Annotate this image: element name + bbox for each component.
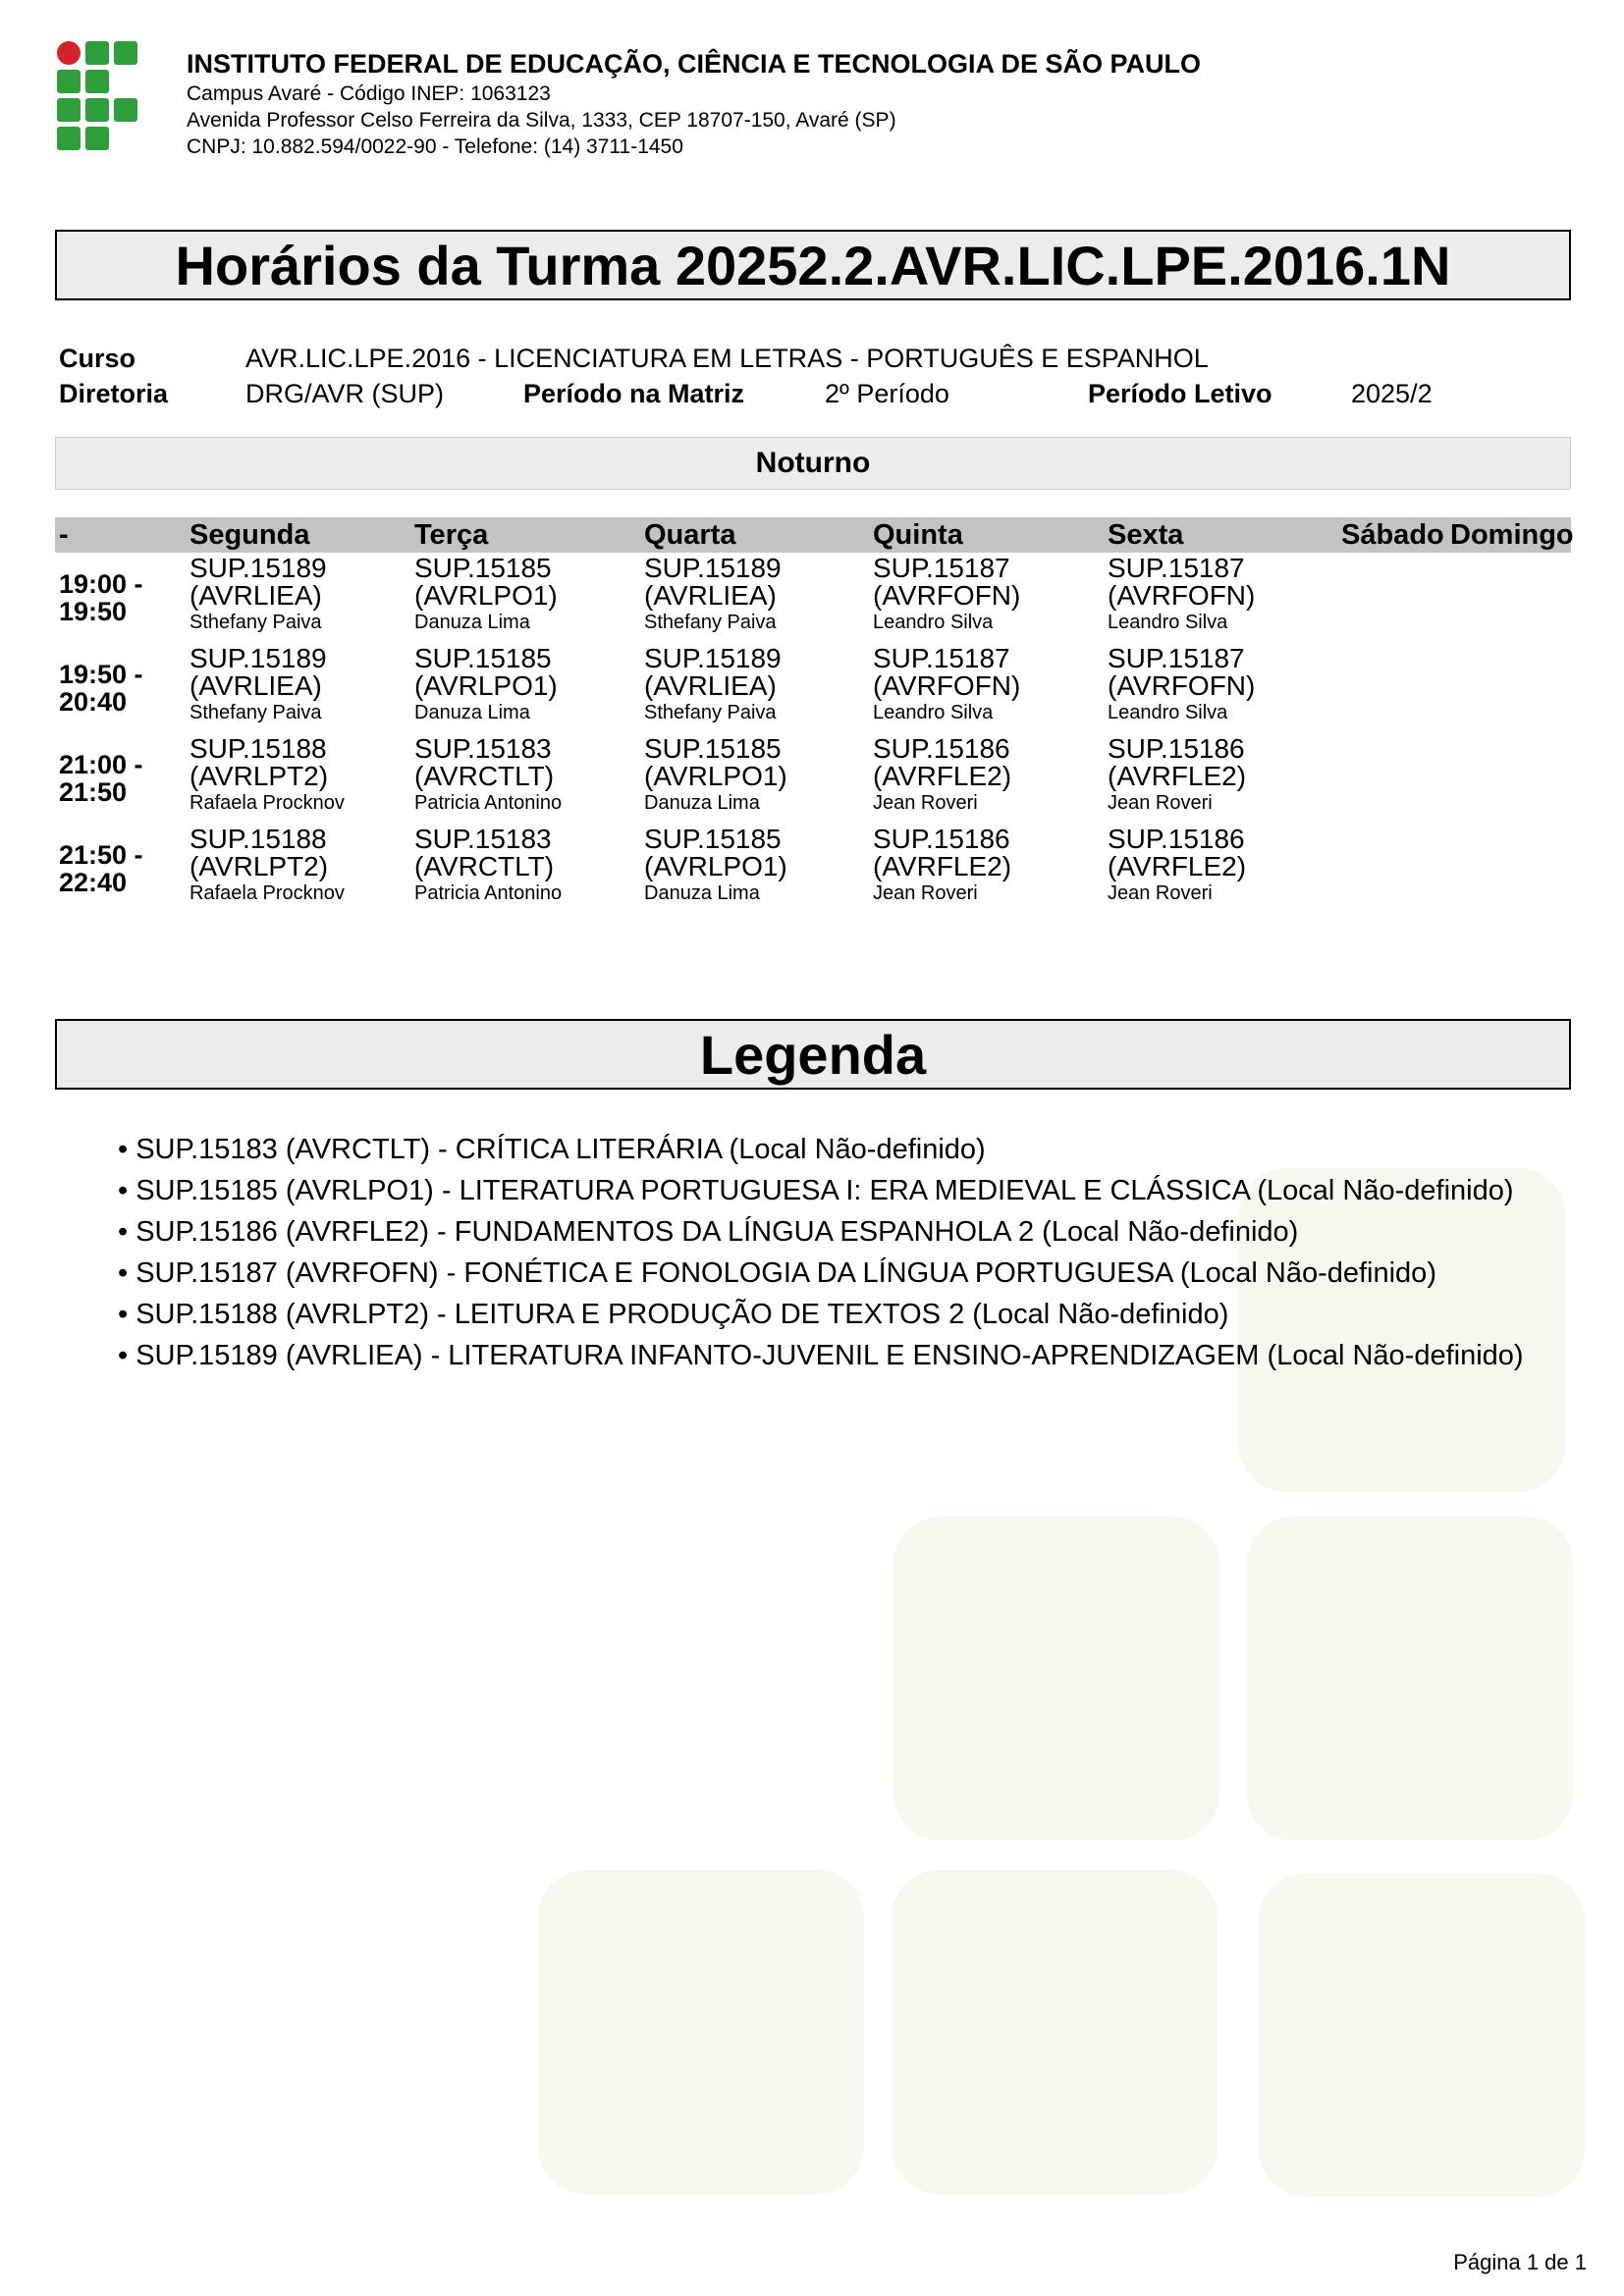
- professor-name: Leandro Silva: [873, 612, 994, 633]
- class-entry: [414, 555, 640, 635]
- class-code: SUP.15187: [873, 643, 1010, 673]
- class-code: SUP.15189: [644, 553, 782, 583]
- class-acronym: (AVRFOFN): [1108, 670, 1256, 701]
- slot-end: 19:50: [59, 597, 128, 626]
- class-acronym: (AVRLIEA): [644, 580, 777, 611]
- professor-name: Rafaela Procknov: [189, 882, 345, 904]
- legend-item: • SUP.15186 (AVRFLE2) - FUNDAMENTOS DA LÍNGUA ESPANHOLA 2 (Local Não-definido): [118, 1211, 1524, 1253]
- class-acronym: (AVRFLE2): [873, 761, 1012, 791]
- class-entry: [644, 826, 870, 906]
- page-title: Horários da Turma 20252.2.AVR.LIC.LPE.2016.1N: [55, 230, 1571, 300]
- watermark-tile: [538, 1870, 864, 2194]
- class-acronym: (AVRLPO1): [644, 851, 787, 881]
- class-acronym: (AVRLIEA): [644, 670, 777, 701]
- page-number: Página 1 de 1: [1453, 2250, 1587, 2274]
- time-slot: [59, 751, 143, 806]
- watermark-tile: [1247, 1517, 1573, 1841]
- professor-name: Danuza Lima: [414, 702, 530, 723]
- schedule-header-row: [55, 517, 1574, 553]
- professor-name: Jean Roveri: [1108, 882, 1213, 904]
- slot-start: 21:00 -: [59, 750, 143, 779]
- professor-name: Rafaela Procknov: [189, 792, 345, 814]
- class-acronym: (AVRLIEA): [189, 670, 322, 701]
- professor-name: Jean Roveri: [1108, 792, 1213, 814]
- time-slot: [59, 661, 143, 716]
- professor-name: Jean Roveri: [873, 792, 978, 814]
- time-slot: [59, 841, 143, 896]
- periodo-letivo-label: Período Letivo: [1088, 379, 1272, 408]
- class-code: SUP.15187: [873, 553, 1010, 583]
- periodo-letivo-value: 2025/2: [1351, 379, 1433, 408]
- professor-name: Leandro Silva: [1108, 702, 1228, 723]
- class-code: SUP.15188: [189, 733, 327, 764]
- legend-list: [118, 1129, 1524, 1376]
- class-entry: [644, 645, 870, 725]
- curso-label: Curso: [59, 344, 136, 373]
- class-entry: [1108, 826, 1333, 906]
- class-entry: [189, 555, 415, 635]
- legend-item: • SUP.15188 (AVRLPT2) - LEITURA E PRODUÇÃO DE TEXTOS 2 (Local Não-definido): [118, 1294, 1524, 1335]
- professor-name: Jean Roveri: [873, 882, 978, 904]
- professor-name: Danuza Lima: [644, 792, 760, 814]
- watermark-tile: [893, 1517, 1219, 1841]
- class-code: SUP.15186: [1108, 733, 1245, 764]
- class-acronym: (AVRLPT2): [189, 761, 329, 791]
- professor-name: Danuza Lima: [414, 612, 530, 633]
- legend-item: • SUP.15189 (AVRLIEA) - LITERATURA INFANTO-JUVENIL E ENSINO-APRENDIZAGEM (Local Não-definido): [118, 1335, 1524, 1376]
- class-code: SUP.15183: [414, 824, 552, 854]
- contact-line: CNPJ: 10.882.594/0022-90 - Telefone: (14) 3711-1450: [187, 135, 683, 158]
- class-acronym: (AVRLPT2): [189, 851, 329, 881]
- col-header-sexta: Sexta: [1108, 519, 1184, 551]
- professor-name: Sthefany Paiva: [189, 612, 322, 633]
- professor-name: Patricia Antonino: [414, 792, 563, 814]
- class-entry: [189, 645, 415, 725]
- legend-item: • SUP.15185 (AVRLPO1) - LITERATURA PORTUGUESA I: ERA MEDIEVAL E CLÁSSICA (Local Não-definido): [118, 1170, 1524, 1211]
- class-code: SUP.15185: [414, 643, 552, 673]
- class-acronym: (AVRLPO1): [414, 580, 558, 611]
- class-entry: [189, 735, 415, 816]
- class-acronym: (AVRFOFN): [1108, 580, 1256, 611]
- class-acronym: (AVRCTLT): [414, 851, 555, 881]
- diretoria-value: DRG/AVR (SUP): [245, 379, 445, 408]
- class-code: SUP.15188: [189, 824, 327, 854]
- legend-item: • SUP.15187 (AVRFOFN) - FONÉTICA E FONOLOGIA DA LÍNGUA PORTUGUESA (Local Não-definido): [118, 1253, 1524, 1294]
- class-entry: [644, 735, 870, 816]
- class-acronym: (AVRLIEA): [189, 580, 322, 611]
- watermark-tile: [892, 1870, 1218, 2194]
- professor-name: Sthefany Paiva: [189, 702, 322, 723]
- institution-name: INSTITUTO FEDERAL DE EDUCAÇÃO, CIÊNCIA E TECNOLOGIA DE SÃO PAULO: [187, 49, 1202, 79]
- slot-end: 20:40: [59, 687, 128, 717]
- class-entry: [873, 645, 1099, 725]
- class-code: SUP.15186: [873, 733, 1010, 764]
- class-entry: [644, 555, 870, 635]
- slot-start: 19:00 -: [59, 569, 143, 599]
- class-entry: [189, 826, 415, 906]
- campus-line: Campus Avaré - Código INEP: 1063123: [187, 82, 551, 105]
- col-header-segunda: Segunda: [189, 519, 310, 551]
- slot-end: 21:50: [59, 777, 128, 807]
- diretoria-label: Diretoria: [59, 379, 169, 408]
- periodo-matriz-label: Período na Matriz: [523, 379, 745, 408]
- class-acronym: (AVRFLE2): [873, 851, 1012, 881]
- class-code: SUP.15185: [644, 824, 782, 854]
- professor-name: Leandro Silva: [1108, 612, 1228, 633]
- class-entry: [414, 826, 640, 906]
- professor-name: Sthefany Paiva: [644, 612, 777, 633]
- class-acronym: (AVRFOFN): [873, 580, 1021, 611]
- curso-value: AVR.LIC.LPE.2016 - LICENCIATURA EM LETRAS - PORTUGUÊS E ESPANHOL: [245, 344, 1209, 373]
- slot-start: 19:50 -: [59, 660, 143, 689]
- class-code: SUP.15185: [644, 733, 782, 764]
- class-code: SUP.15183: [414, 733, 552, 764]
- class-code: SUP.15186: [873, 824, 1010, 854]
- class-code: SUP.15185: [414, 553, 552, 583]
- class-entry: [873, 826, 1099, 906]
- col-header-quinta: Quinta: [873, 519, 963, 551]
- class-acronym: (AVRLPO1): [414, 670, 558, 701]
- class-entry: [414, 735, 640, 816]
- periodo-matriz-value: 2º Período: [825, 379, 949, 408]
- class-entry: [1108, 555, 1333, 635]
- institution-header: [187, 47, 1201, 160]
- col-header-time: -: [59, 519, 69, 551]
- class-acronym: (AVRLPO1): [644, 761, 787, 791]
- shift-heading: Noturno: [55, 437, 1571, 490]
- slot-start: 21:50 -: [59, 840, 143, 870]
- class-code: SUP.15187: [1108, 643, 1245, 673]
- class-code: SUP.15189: [644, 643, 782, 673]
- professor-name: Patricia Antonino: [414, 882, 563, 904]
- professor-name: Leandro Silva: [873, 702, 994, 723]
- slot-end: 22:40: [59, 868, 128, 897]
- class-code: SUP.15186: [1108, 824, 1245, 854]
- class-entry: [873, 555, 1099, 635]
- class-code: SUP.15187: [1108, 553, 1245, 583]
- class-acronym: (AVRFOFN): [873, 670, 1021, 701]
- class-entry: [873, 735, 1099, 816]
- if-logo: [57, 41, 141, 153]
- time-slot: [59, 570, 143, 625]
- legend-item: • SUP.15183 (AVRCTLT) - CRÍTICA LITERÁRIA (Local Não-definido): [118, 1129, 1524, 1170]
- address-line: Avenida Professor Celso Ferreira da Silva, 1333, CEP 18707-150, Avaré (SP): [187, 109, 896, 132]
- class-acronym: (AVRFLE2): [1108, 851, 1247, 881]
- watermark-tile: [1259, 1873, 1585, 2197]
- class-acronym: (AVRFLE2): [1108, 761, 1247, 791]
- class-entry: [1108, 645, 1333, 725]
- class-code: SUP.15189: [189, 643, 327, 673]
- col-header-sabado: Sábado: [1341, 519, 1444, 551]
- col-header-domingo: Domingo: [1450, 519, 1574, 551]
- class-code: SUP.15189: [189, 553, 327, 583]
- professor-name: Danuza Lima: [644, 882, 760, 904]
- col-header-terca: Terça: [414, 519, 489, 551]
- legend-title: Legenda: [55, 1019, 1571, 1090]
- class-entry: [414, 645, 640, 725]
- class-acronym: (AVRCTLT): [414, 761, 555, 791]
- class-entry: [1108, 735, 1333, 816]
- professor-name: Sthefany Paiva: [644, 702, 777, 723]
- col-header-quarta: Quarta: [644, 519, 736, 551]
